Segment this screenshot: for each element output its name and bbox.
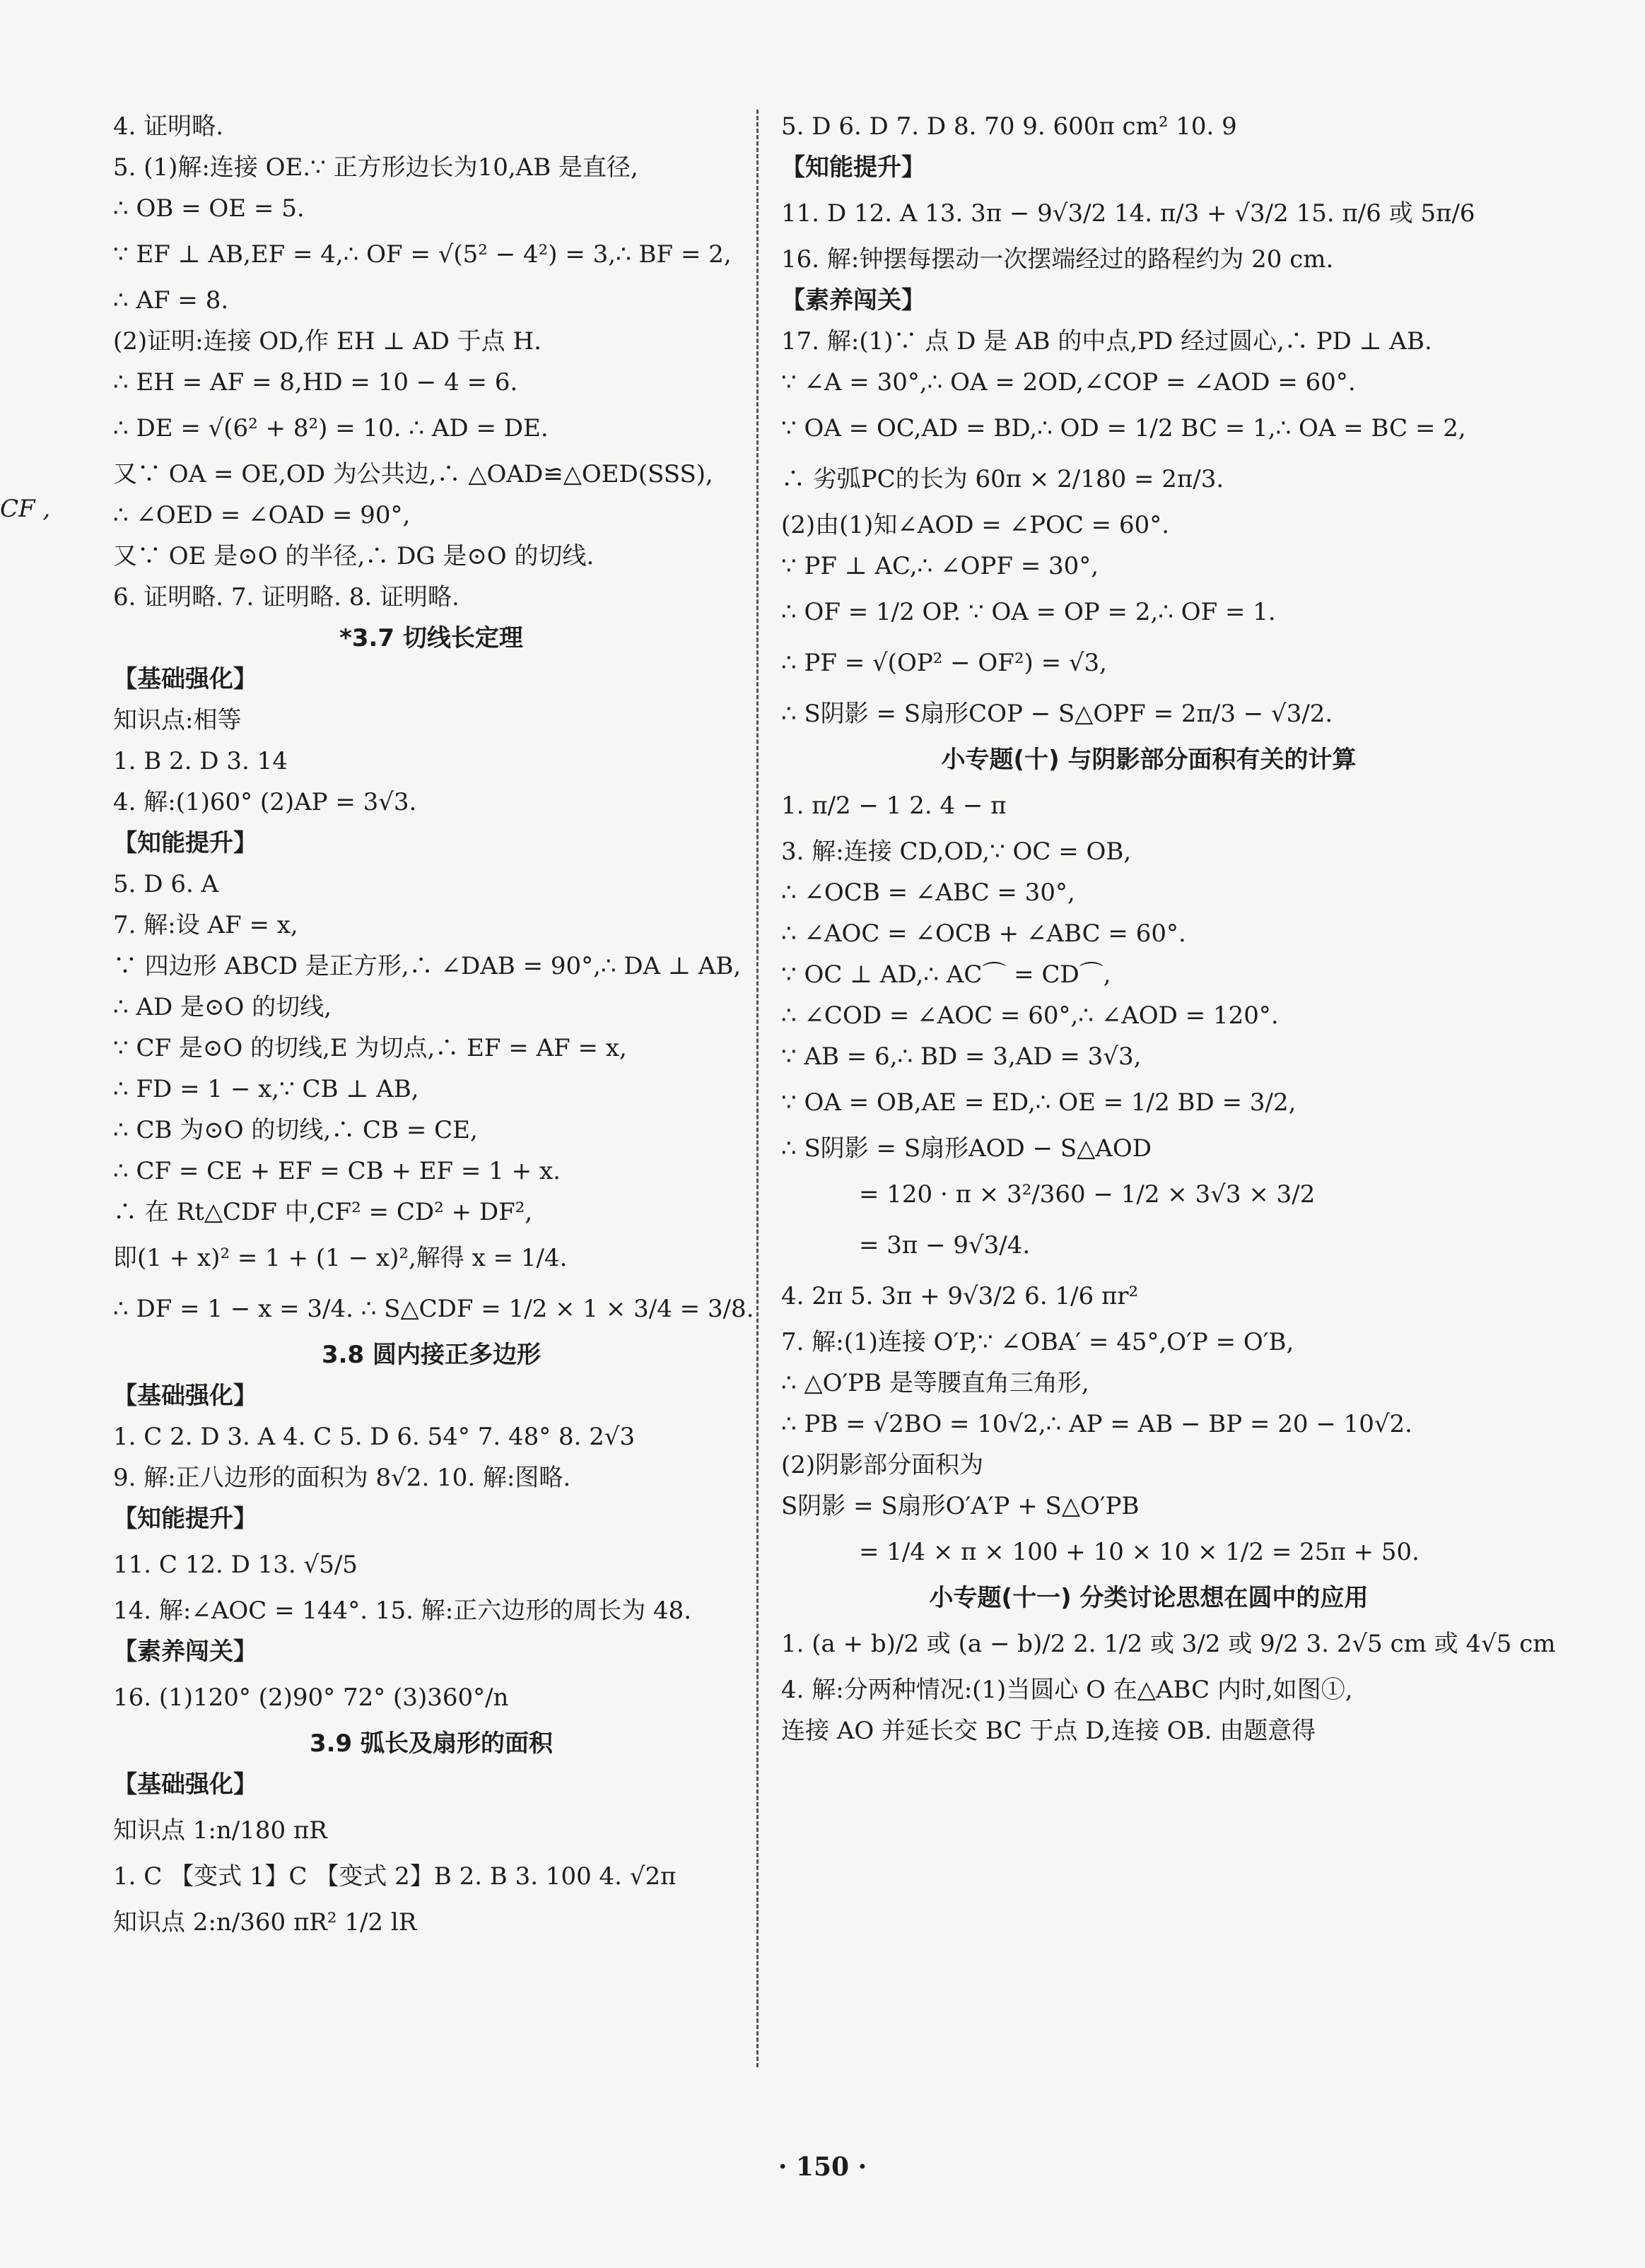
answer-line: ∵ OA = OB,AE = ED,∴ OE = 1/2 BD = 3/2,: [781, 1088, 1296, 1117]
answer-line: 4. 解:分两种情况:(1)当圆心 O 在△ABC 内时,如图①,: [781, 1676, 1353, 1704]
answer-line: ∴ △O′PB 是等腰直角三角形,: [781, 1369, 1089, 1397]
section-heading: 【知能提升】: [113, 1505, 257, 1533]
answer-line: ∴ PF = √(OP² − OF²) = √3,: [781, 649, 1107, 677]
answer-line: ∵ ∠A = 30°,∴ OA = 2OD,∠COP = ∠AOD = 60°.: [781, 368, 1356, 396]
answer-line: ∴ 劣弧PC的长为 60π × 2/180 = 2π/3.: [781, 465, 1224, 493]
cut-off-fragment: CF ,: [0, 495, 51, 523]
answer-line: ∴ 在 Rt△CDF 中,CF² = CD² + DF²,: [113, 1198, 533, 1226]
answer-line: ∴ ∠OED = ∠OAD = 90°,: [113, 501, 411, 529]
answer-line: ∴ S阴影 = S扇形COP − S△OPF = 2π/3 − √3/2.: [781, 700, 1333, 728]
answer-line: ∴ DE = √(6² + 8²) = 10. ∴ AD = DE.: [113, 414, 549, 442]
answer-line: ∴ OF = 1/2 OP. ∵ OA = OP = 2,∴ OF = 1.: [781, 598, 1276, 626]
answer-line: 又∵ OE 是⊙O 的半径,∴ DG 是⊙O 的切线.: [113, 542, 595, 570]
answer-line: = 1/4 × π × 100 + 10 × 10 × 1/2 = 25π + 50.: [859, 1538, 1419, 1566]
answer-line: 11. C 12. D 13. √5/5: [113, 1551, 358, 1579]
answer-line: 16. (1)120° (2)90° 72° (3)360°/n: [113, 1684, 509, 1712]
right-column: [781, 106, 1556, 1751]
section-heading: 【素养闯关】: [113, 1638, 257, 1666]
answer-line: 知识点:相等: [113, 706, 242, 734]
section-heading: 小专题(十) 与阴影部分面积有关的计算: [941, 746, 1357, 774]
answer-line: 14. 解:∠AOC = 144°. 15. 解:正六边形的周长为 48.: [113, 1597, 692, 1625]
answer-line: 1. C 【变式 1】C 【变式 2】B 2. B 3. 100 4. √2π: [113, 1862, 677, 1891]
answer-line: ∴ ∠AOC = ∠OCB + ∠ABC = 60°.: [781, 919, 1186, 948]
answer-line: 6. 证明略. 7. 证明略. 8. 证明略.: [113, 583, 459, 611]
answer-line: ∵ EF ⊥ AB,EF = 4,∴ OF = √(5² − 4²) = 3,∴ BF = 2,: [113, 240, 732, 269]
answer-line: = 120 · π × 3²/360 − 1/2 × 3√3 × 3/2: [859, 1180, 1316, 1209]
page-number: · 150 ·: [778, 2152, 867, 2182]
answer-line: 11. D 12. A 13. 3π − 9√3/2 14. π/3 + √3/2 15. π/6 或 5π/6: [781, 199, 1475, 228]
answer-line: 4. 解:(1)60° (2)AP = 3√3.: [113, 788, 417, 816]
answer-line: ∴ EH = AF = 8,HD = 10 − 4 = 6.: [113, 368, 518, 396]
answer-line: ∴ AD 是⊙O 的切线,: [113, 993, 332, 1021]
answer-line: 9. 解:正八边形的面积为 8√2. 10. 解:图略.: [113, 1464, 571, 1492]
answer-line: ∴ ∠COD = ∠AOC = 60°,∴ ∠AOD = 120°.: [781, 1001, 1279, 1030]
answer-line: 4. 证明略.: [113, 112, 224, 141]
section-heading: 【知能提升】: [781, 153, 925, 182]
section-heading: 【基础强化】: [113, 665, 257, 693]
answer-line: 1. B 2. D 3. 14: [113, 747, 288, 775]
answer-line: 7. 解:设 AF = x,: [113, 911, 298, 939]
answer-line: 知识点 1:n/180 πR: [113, 1816, 327, 1845]
column-divider: [756, 110, 759, 2067]
section-heading: 【素养闯关】: [781, 286, 925, 315]
answer-line: 4. 2π 5. 3π + 9√3/2 6. 1/6 πr²: [781, 1282, 1139, 1310]
answer-line: ∴ CB 为⊙O 的切线,∴ CB = CE,: [113, 1116, 478, 1144]
answer-line: ∴ S阴影 = S扇形AOD − S△AOD: [781, 1134, 1152, 1163]
answer-line: ∵ AB = 6,∴ BD = 3,AD = 3√3,: [781, 1042, 1142, 1071]
answer-line: 5. D 6. A: [113, 870, 219, 898]
answer-line: ∴ PB = √2BO = 10√2,∴ AP = AB − BP = 20 − 10√2.: [781, 1410, 1412, 1438]
answer-line: 17. 解:(1)∵ 点 D 是 AB 的中点,PD 经过圆心,∴ PD ⊥ AB.: [781, 327, 1432, 356]
section-heading: 【知能提升】: [113, 829, 257, 857]
section-heading: 3.9 弧长及扇形的面积: [309, 1729, 554, 1758]
answer-line: 5. (1)解:连接 OE.∵ 正方形边长为10,AB 是直径,: [113, 153, 638, 182]
answer-line: 知识点 2:n/360 πR² 1/2 lR: [113, 1908, 417, 1937]
answer-line: (2)证明:连接 OD,作 EH ⊥ AD 于点 H.: [113, 327, 541, 356]
answer-line: ∴ DF = 1 − x = 3/4. ∴ S△CDF = 1/2 × 1 × 3/4 = 3/8.: [113, 1295, 754, 1323]
answer-line: 又∵ OA = OE,OD 为公共边,∴ △OAD≌△OED(SSS),: [113, 460, 713, 488]
answer-line: = 3π − 9√3/4.: [859, 1231, 1031, 1259]
section-heading: 3.8 圆内接正多边形: [321, 1341, 541, 1369]
answer-line: (2)由(1)知∠AOD = ∠POC = 60°.: [781, 511, 1170, 539]
left-column: [113, 106, 754, 1948]
answer-line: ∴ FD = 1 − x,∵ CB ⊥ AB,: [113, 1075, 419, 1103]
section-heading: *3.7 切线长定理: [339, 624, 523, 652]
answer-line: 7. 解:(1)连接 O′P,∵ ∠OBA′ = 45°,O′P = O′B,: [781, 1328, 1294, 1356]
answer-line: 3. 解:连接 CD,OD,∵ OC = OB,: [781, 838, 1132, 866]
answer-line: 1. (a + b)/2 或 (a − b)/2 2. 1/2 或 3/2 或 9/2 3. 2√5 cm 或 4√5 cm: [781, 1630, 1556, 1658]
answer-line: ∴ OB = OE = 5.: [113, 194, 305, 223]
answer-line: ∵ OC ⊥ AD,∴ AC⌒ = CD⌒,: [781, 960, 1111, 989]
answer-line: 即(1 + x)² = 1 + (1 − x)²,解得 x = 1/4.: [113, 1244, 568, 1272]
answer-line: ∴ AF = 8.: [113, 286, 229, 315]
answer-line: ∵ CF 是⊙O 的切线,E 为切点,∴ EF = AF = x,: [113, 1034, 627, 1062]
answer-line: S阴影 = S扇形O′A′P + S△O′PB: [781, 1492, 1140, 1520]
section-heading: 【基础强化】: [113, 1770, 257, 1799]
answer-line: ∵ OA = OC,AD = BD,∴ OD = 1/2 BC = 1,∴ OA = BC = 2,: [781, 414, 1466, 442]
answer-line: (2)阴影部分面积为: [781, 1451, 984, 1479]
answer-line: ∴ CF = CE + EF = CB + EF = 1 + x.: [113, 1157, 561, 1185]
answer-line: ∵ 四边形 ABCD 是正方形,∴ ∠DAB = 90°,∴ DA ⊥ AB,: [113, 952, 742, 980]
answer-line: 1. π/2 − 1 2. 4 − π: [781, 792, 1007, 820]
answer-line: 5. D 6. D 7. D 8. 70 9. 600π cm² 10. 9: [781, 112, 1237, 141]
answer-line: 连接 AO 并延长交 BC 于点 D,连接 OB. 由题意得: [781, 1717, 1316, 1745]
answer-line: ∴ ∠OCB = ∠ABC = 30°,: [781, 879, 1075, 907]
section-heading: 小专题(十一) 分类讨论思想在圆中的应用: [929, 1584, 1369, 1612]
answer-line: 16. 解:钟摆每摆动一次摆端经过的路程约为 20 cm.: [781, 245, 1334, 274]
section-heading: 【基础强化】: [113, 1382, 257, 1410]
answer-line: 1. C 2. D 3. A 4. C 5. D 6. 54° 7. 48° 8. 2√3: [113, 1423, 636, 1451]
answer-line: ∵ PF ⊥ AC,∴ ∠OPF = 30°,: [781, 552, 1099, 580]
